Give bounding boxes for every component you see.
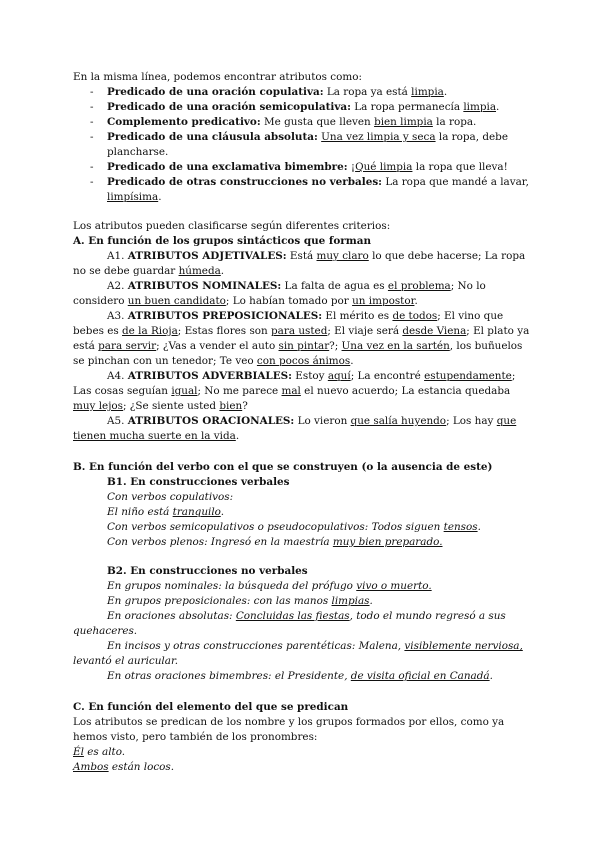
bullet-dash: - (90, 131, 94, 143)
list-item: - Complemento predicativo: Me gusta que lleven bien limpia la ropa. (90, 116, 477, 128)
document-page (73, 70, 533, 775)
list-item: - Predicado de una exclamativa bimembre: ¡Qué limpia la ropa que lleva! (90, 161, 508, 173)
paragraph-a4: A4. ATRIBUTOS ADVERBIALES: Estoy aquí; La encontré estupendamente; Las cosas seguían igual; No me parece mal el nuevo acuerdo; La estancia quedaba muy lejos; ¿Se siente usted bien? (73, 370, 516, 412)
b1-line-2: El niño está tranquilo. (107, 506, 225, 518)
list-item: - Predicado de una cláusula absoluta: Una vez limpia y seca la ropa, debe plancharse. (90, 131, 508, 158)
attribute-list (73, 85, 533, 205)
b1-line-3: Con verbos semicopulativos o pseudocopulativos: Todos siguen tensos. (107, 521, 481, 533)
bullet-dash: - (90, 116, 94, 128)
subsection-b2-title: B2. En construcciones no verbales (107, 565, 308, 577)
b2-line-1: En grupos nominales: la búsqueda del prófugo vivo o muerto. (107, 580, 432, 592)
b2-line-2: En grupos preposicionales: con las manos limpias. (107, 595, 373, 607)
list-item: - Predicado de una oración semicopulativa: La ropa permanecía limpia. (90, 101, 500, 113)
subsection-b1-title: B1. En construcciones verbales (107, 476, 290, 488)
paragraph-a3: A3. ATRIBUTOS PREPOSICIONALES: El mérito es de todos; El vino que bebes es de la Rioja; Estas flores son para usted; El viaje será desde Viena; El plato ya está para servir; ¿Vas a vender el auto sin pintar?; Una vez en la sartén, los buñuelos se pinchan con un tenedor; Te veo con pocos ánimos. (73, 310, 530, 367)
paragraph-a1: A1. ATRIBUTOS ADJETIVALES: Está muy claro lo que debe hacerse; La ropa no se debe guardar húmeda. (73, 250, 526, 277)
b2-line-4: En incisos y otras construcciones parentéticas: Malena, visiblemente nerviosa, levantó el auricular. (73, 640, 523, 667)
section-c-text: Los atributos se predican de los nombre y los grupos formados por ellos, como ya hemos visto, pero también de los pronombres: (73, 716, 505, 743)
list-item: - Predicado de otras construcciones no verbales: La ropa que mandé a lavar, limpísima. (90, 176, 529, 203)
b1-line-4: Con verbos plenos: Ingresó en la maestría muy bien preparado. (107, 536, 443, 548)
criteria-intro: Los atributos pueden clasificarse según diferentes criterios: (73, 220, 391, 232)
list-item: - Predicado de una oración copulativa: La ropa ya está limpia. (90, 86, 448, 98)
paragraph-a5: A5. ATRIBUTOS ORACIONALES: Lo vieron que salía huyendo; Los hay que tienen mucha suerte en la vida. (73, 415, 517, 442)
section-c-heading: C. En función del elemento del que se predican (73, 701, 349, 713)
b1-line-1: Con verbos copulativos: (107, 491, 234, 503)
c-example-1: Él es alto. (73, 746, 126, 758)
c-example-2: Ambos están locos. (73, 761, 175, 773)
paragraph-a2: A2. ATRIBUTOS NOMINALES: La falta de agua es el problema; No lo considero un buen candidato; Lo habían tomado por un impostor. (73, 280, 486, 307)
bullet-dash: - (90, 161, 94, 173)
bullet-dash: - (90, 86, 94, 98)
b2-line-5: En otras oraciones bimembres: el Presidente, de visita oficial en Canadá. (107, 670, 493, 682)
intro-line: En la misma línea, podemos encontrar atributos como: (73, 71, 362, 83)
b2-line-3: En oraciones absolutas: Concluidas las fiestas, todo el mundo regresó a sus quehaceres. (73, 610, 506, 637)
section-a-heading: A. En función de los grupos sintácticos que forman (73, 235, 372, 247)
section-b-heading: B. En función del verbo con el que se construyen (o la ausencia de este) (73, 461, 493, 473)
bullet-dash: - (90, 101, 94, 113)
bullet-dash: - (90, 176, 94, 188)
